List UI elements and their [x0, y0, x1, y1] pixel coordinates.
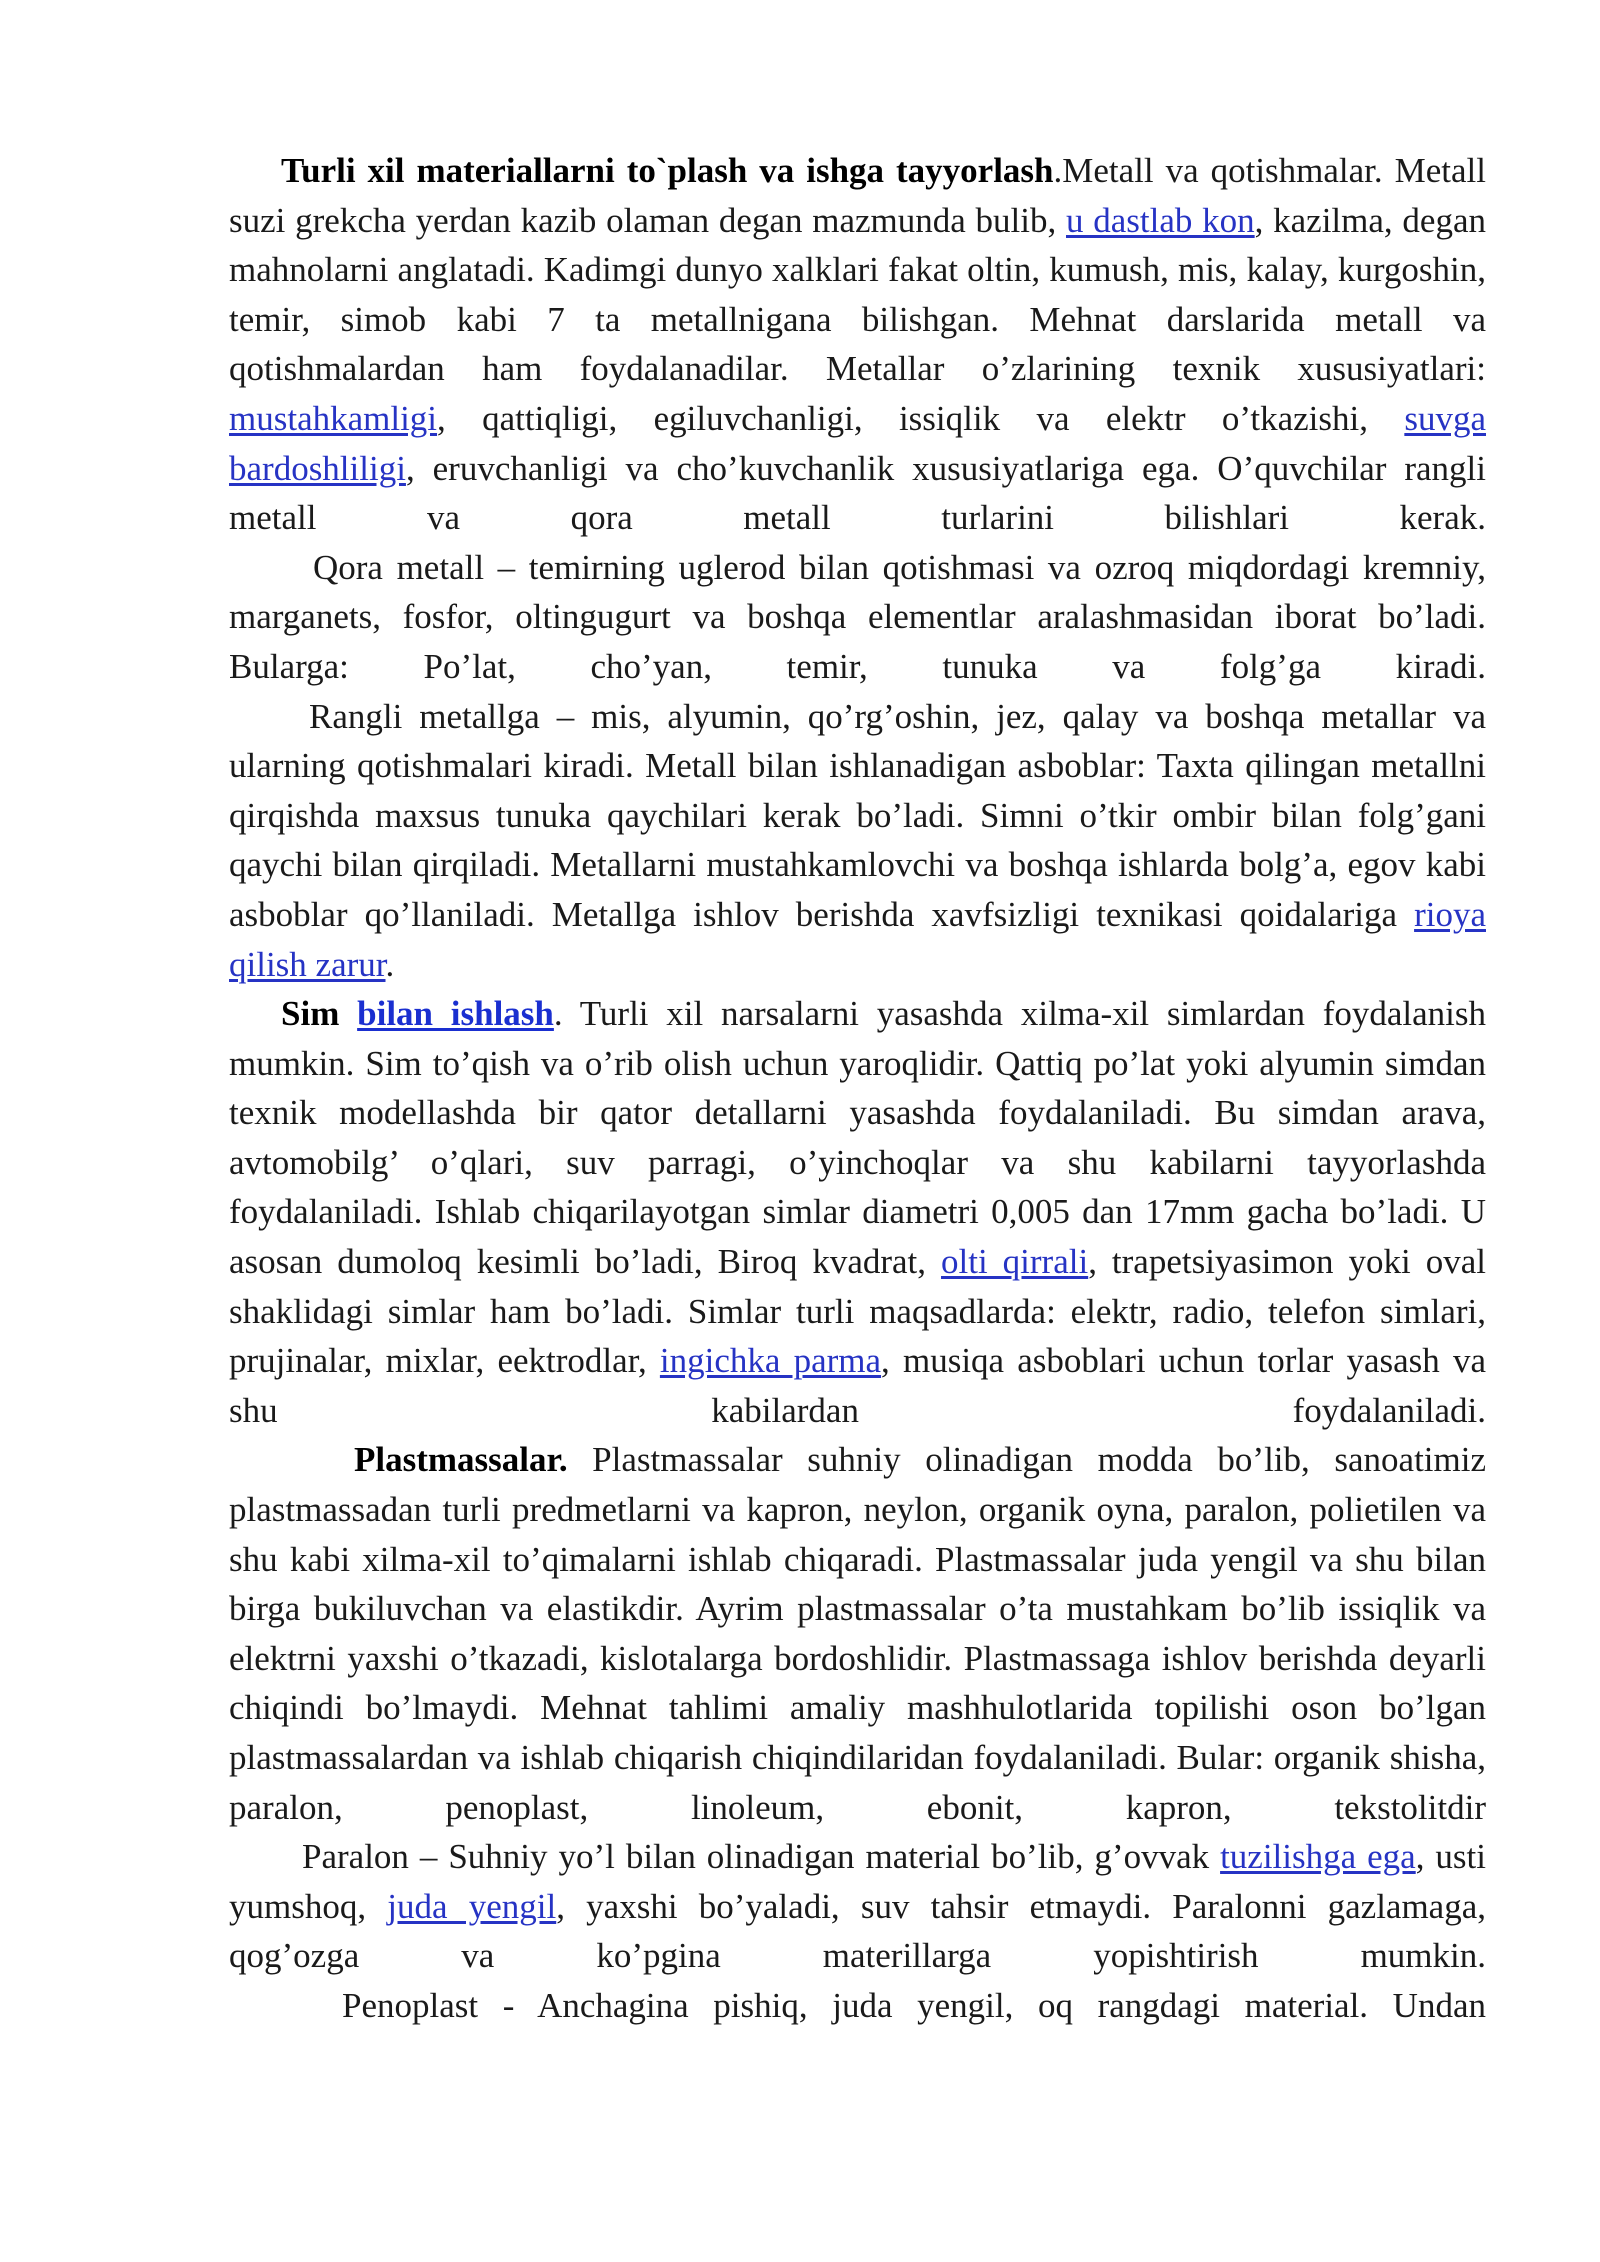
- paragraph-text: , trapetsiyasimon yoki oval shaklidagi simlar ham bo’ladi. Simlar turli maqsadlarda: elektr, radio, telefon simlari, prujinalar, mixlar, eektrodlar,: [229, 1242, 1486, 1381]
- section-title-plastics: Plastmassalar.: [354, 1440, 568, 1480]
- paragraph-text: Rangli metallga – mis, alyumin, qo’rg’oshin, jez, qalay va boshqa metallar va ularning qotishmalari kiradi. Metall bilan ishlanadigan asboblar: Taxta qilingan metallni qirqishda maxsus tunuka qaychilari kerak bo’ladi. Simni o’tkir ombir bilan folg’gani qaychi bilan qirqiladi. Metallarni mustahkamlovchi va boshqa ishlarda bolg’a, egov kabi asboblar qo’llaniladi. Metallga ishlov berishda xavfsizligi texnikasi qoidalariga: [229, 696, 1486, 934]
- link-ingichka-parma[interactable]: ingichka parma: [659, 1341, 882, 1381]
- paragraph-nonferrous-metal: [229, 692, 1486, 990]
- paragraph-text: , eruvchanligi va cho’kuvchanlik xususiyatlariga ega. O’quvchilar rangli metall va qora metall turlarini bilishlari kerak.: [229, 448, 1486, 538]
- paragraph-text: .: [385, 944, 395, 984]
- paragraph-text: Plastmassalar suhniy olinadigan modda bo’lib, sanoatimiz plastmassadan turli predmetlarni va kapron, neylon, organik oyna, paralon, polietilen va shu kabi xilma-xil to’qimalarni ishlab chiqaradi. Plastmassalar juda yengil va shu bilan birga bukiluvchan va elastikdir. Ayrim plastmassalar o’ta mustahkam bo’lib issiqlik va elektrni yaxshi o’tkazadi, kislotalarga bordoshlidir. Plastmassaga ishlov berishda deyarli chiqindi bo’lmaydi. Mehnat tahlimi amaliy mashhulotlarida topilishi oson bo’lgan plastmassalardan va ishlab chiqarish chiqindilaridan foydalaniladi. Bular: organik shisha, paralon, penoplast, linoleum, ebonit, kapron, tekstolitdir: [229, 1440, 1486, 1827]
- link-suvga-bardoshliligi[interactable]: suvga bardoshliligi: [229, 398, 1486, 488]
- link-u-dastlab-kon[interactable]: u dastlab kon: [1066, 200, 1255, 240]
- paragraph-plastics: [229, 1435, 1486, 1832]
- section-title-wire: Sim: [281, 994, 340, 1034]
- paragraph-text: , qattiqligi, egiluvchanligi, issiqlik va elektr o’tkazishi,: [437, 398, 1405, 438]
- paragraph-text: . Turli xil narsalarni yasashda xilma-xil simlardan foydalanish mumkin. Sim to’qish va o’rib olish uchun yaroqlidir. Qattiq po’lat yoki alyumin simdan texnik modellashda bir qator detallarni yasashda foydalaniladi. Bu simdan arava, avtomobilg’ o’qlari, suv parragi, o’yinchoqlar va shu kabilarni tayyorlashda foydalaniladi. Ishlab chiqarilayotgan simlar diametri 0,005 dan 17mm gacha bo’ladi. U asosan dumoloq kesimli bo’ladi, Biroq kvadrat,: [229, 994, 1486, 1282]
- paragraph-text: .Metall va qotishmalar. Metall suzi grekcha yerdan kazib olaman degan mazmunda bulib,: [229, 151, 1486, 240]
- paragraph-metals: [229, 146, 1486, 543]
- paragraph-text: Paralon – Suhniy yo’l bilan olinadigan material bo’lib, g’ovvak: [302, 1837, 1221, 1877]
- paragraph-wire-work: [229, 989, 1486, 1435]
- paragraph-text: , kazilma, degan mahnolarni anglatadi. Kadimgi dunyo xalklari fakat oltin, kumush, mis, kalay, kurgoshin, temir, simob kabi 7 ta metallnigana bilishgan. Mehnat darslarida metall va qotishmalardan ham foydalanadilar. Metallar o’zlarining texnik xususiyatlari:: [229, 200, 1486, 389]
- paragraph-text: Qora metall – temirning uglerod bilan qotishmasi va ozroq miqdordagi kremniy, marganets, fosfor, oltingugurt va boshqa elementlar aralashmasidan iborat bo’ladi. Bularga: Po’lat, cho’yan, temir, tunuka va folg’ga kiradi.: [229, 547, 1486, 686]
- paragraph-penoplast: [229, 1981, 1486, 2031]
- paragraph-paralon: [229, 1832, 1486, 1981]
- paragraph-text: , musiqa asboblari uchun torlar yasash va shu kabilardan foydalaniladi.: [229, 1341, 1486, 1430]
- paragraph-text: , yaxshi bo’yaladi, suv tahsir etmaydi. Paralonni gazlamaga, qog’ozga va ko’pgina materillarga yopishtirish mumkin.: [229, 1886, 1486, 1976]
- link-tuzilishga-ega[interactable]: tuzilishga ega: [1220, 1837, 1416, 1877]
- link-mustahkamligi[interactable]: mustahkamligi: [229, 398, 438, 438]
- paragraph-text: Penoplast - Anchagina pishiq, juda yengil, oq rangdagi material. Undan: [342, 1985, 1486, 2025]
- paragraph-text: , usti yumshoq,: [229, 1837, 1486, 1926]
- link-rioya-qilish-zarur[interactable]: rioya qilish zarur: [229, 894, 1486, 984]
- document-body: [229, 146, 1486, 2031]
- link-olti-qirrali[interactable]: olti qirrali: [941, 1242, 1089, 1282]
- link-bilan-ishlash[interactable]: bilan ishlash: [357, 994, 554, 1034]
- link-juda-yengil[interactable]: juda yengil: [387, 1886, 557, 1926]
- paragraph-ferrous-metal: [229, 543, 1486, 692]
- section-title-materials: Turli xil materiallarni to`plash va ishga tayyorlash: [281, 151, 1054, 190]
